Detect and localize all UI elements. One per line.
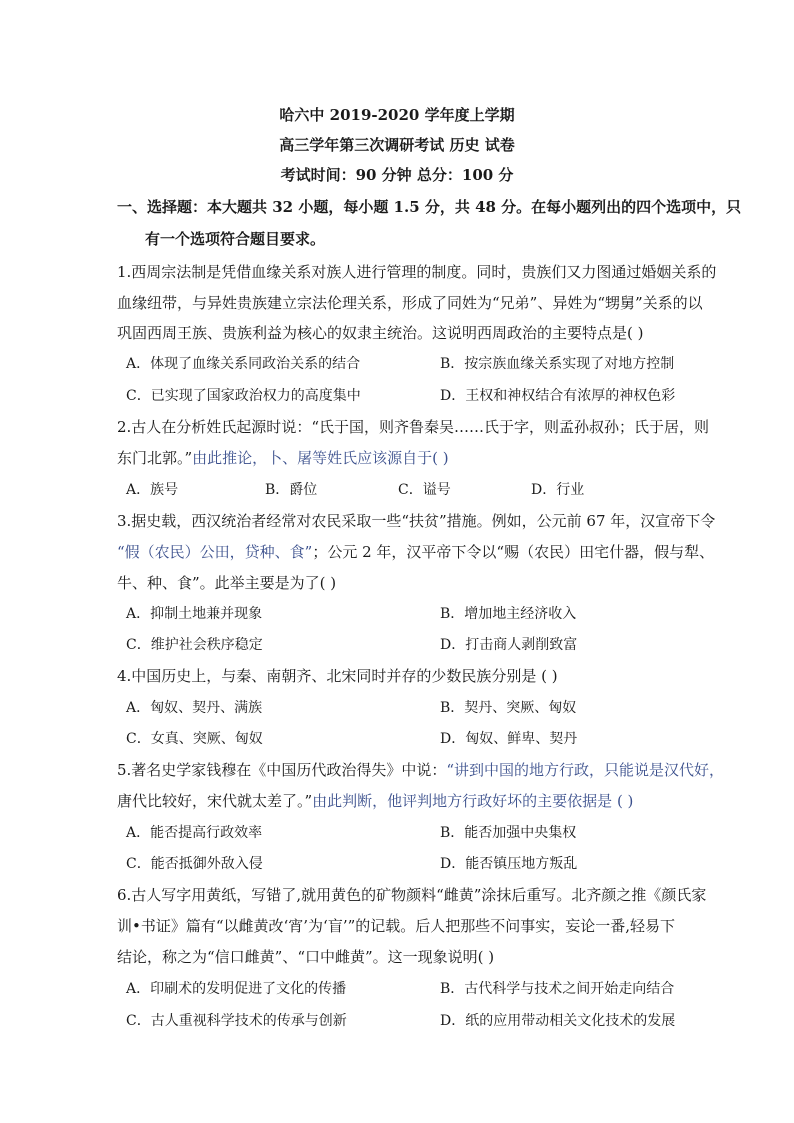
q3-option-d: D．打击商人剥削致富 <box>440 637 578 653</box>
q1-option-b: B．按宗族血缘关系实现了对地方控制 <box>440 356 675 372</box>
q5-option-b: B．能否加强中央集权 <box>440 825 577 841</box>
q3-option-a: A．抑制土地兼并现象 <box>126 606 263 622</box>
q1-stem-line1: 1.西周宗法制是凭借血缘关系对族人进行管理的制度。同时，贵族们又力图通过婚姻关系的 <box>117 263 717 281</box>
q2-stem-line2 <box>117 447 683 468</box>
q1-stem-line3: 巩固西周王族、贵族利益为核心的奴隶主统治。这说明西周政治的主要特点是( ) <box>117 324 644 342</box>
q2-option-c: C．谥号 <box>398 482 451 498</box>
q6-option-b: B．古代科学与技术之间开始走向结合 <box>440 981 675 997</box>
q2-quote-end: 东门北郭。” <box>117 449 193 467</box>
q3-stem-line1: 3.据史载，西汉统治者经常对农民采取一些“扶贫”措施。例如，公元前 67 年，汉宣帝下令 <box>117 512 716 530</box>
q5-stem-line1 <box>117 759 724 780</box>
q5-question: 由此判断，他评判地方行政好坏的主要依据是 ( ) <box>312 792 634 810</box>
exam-info: 考试时间：90 分钟 总分：100 分 <box>280 166 514 184</box>
q2-option-b: B．爵位 <box>265 482 318 498</box>
q4-option-d: D．匈奴、鲜卑、契丹 <box>440 731 578 747</box>
exam-subtitle: 高三学年第三次调研考试 历史 试卷 <box>279 136 515 154</box>
q3-stem-line2 <box>117 541 715 562</box>
q5-option-c: C．能否抵御外敌入侵 <box>126 856 263 872</box>
q6-stem-line3: 结论，称之为“信口雌黄”、“口中雌黄”。这一现象说明( ) <box>117 948 495 966</box>
q3-option-c: C．维护社会秩序稳定 <box>126 637 263 653</box>
q3-stem-line2-rest: ；公元 2 年，汉平帝下令以“赐（农民）田宅什器，假与犁、 <box>312 543 715 561</box>
q3-stem-line3: 牛、种、食”。此举主要是为了( ) <box>117 574 337 592</box>
q3-option-b: B．增加地主经济收入 <box>440 606 577 622</box>
q5-stem-intro: 5.著名史学家钱穆在《中国历代政治得失》中说： <box>117 761 447 779</box>
q4-stem-line1: 4.中国历史上，与秦、南朝齐、北宋同时并存的少数民族分别是 ( ) <box>117 667 558 685</box>
q2-option-a: A．族号 <box>126 482 179 498</box>
q4-option-b: B．契丹、突厥、匈奴 <box>440 700 577 716</box>
q1-option-d: D．王权和神权结合有浓厚的神权色彩 <box>440 388 676 404</box>
q3-quote-1: “假（农民）公田，贷种、食” <box>117 543 313 561</box>
q1-option-a: A．体现了血缘关系同政治关系的结合 <box>126 356 361 372</box>
q6-option-d: D．纸的应用带动相关文化技术的发展 <box>440 1013 676 1029</box>
q6-stem-line2: 训•书证》篇有“以雌黄改‘宵’为‘盲’”的记载。后人把那些不问事实，妄论一番,轻易下 <box>117 917 676 935</box>
q5-stem-line2 <box>117 790 683 811</box>
q5-option-a: A．能否提高行政效率 <box>126 825 263 841</box>
q2-stem-line1: 2.古人在分析姓氏起源时说：“氏于国，则齐鲁秦吴……氏于字，则孟孙叔孙；氏于居，则 <box>117 418 709 436</box>
q1-stem-line2: 血缘纽带，与异姓贵族建立宗法伦理关系，形成了同姓为“兄弟”、异姓为“甥舅”关系的以 <box>117 294 703 312</box>
section-heading-line1: 一、选择题：本大题共 32 小题，每小题 1.5 分，共 48 分。在每小题列出的四个选项中，只 <box>117 198 742 216</box>
q5-quote-end: 唐代比较好，宋代就太差了。” <box>117 792 313 810</box>
section-heading-line2: 有一个选项符合题目要求。 <box>145 230 326 248</box>
q4-option-a: A．匈奴、契丹、满族 <box>126 700 263 716</box>
q2-question: 由此推论，卜、屠等姓氏应该源自于( ) <box>192 449 449 467</box>
q1-option-c: C．已实现了国家政治权力的高度集中 <box>126 388 361 404</box>
q4-option-c: C．女真、突厥、匈奴 <box>126 731 263 747</box>
q6-option-a: A．印刷术的发明促进了文化的传播 <box>126 981 347 997</box>
q5-quote: “讲到中国的地方行政，只能说是汉代好， <box>446 761 724 779</box>
q2-option-d: D．行业 <box>531 482 585 498</box>
q6-option-c: C．古人重视科学技术的传承与创新 <box>126 1013 347 1029</box>
q6-stem-line1: 6.古人写字用黄纸，写错了,就用黄色的矿物颜料“雌黄”涂抹后重写。北齐颜之推《颜氏家 <box>117 886 707 904</box>
q5-option-d: D．能否镇压地方叛乱 <box>440 856 578 872</box>
exam-title: 哈六中 2019-2020 学年度上学期 <box>279 106 515 124</box>
